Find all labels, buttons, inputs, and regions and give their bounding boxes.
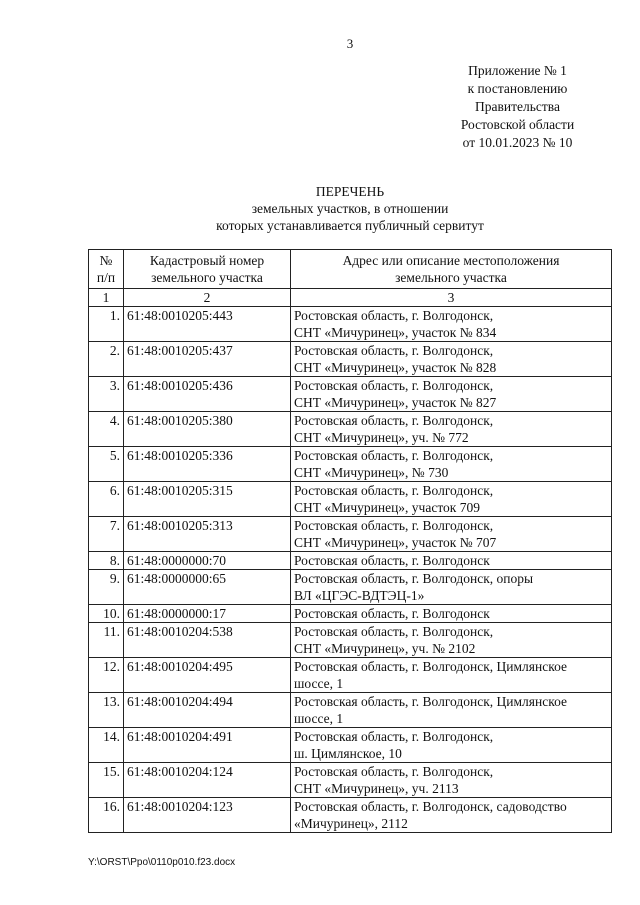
row-number: 1. <box>89 307 124 342</box>
cadastral-number: 61:48:0010205:436 <box>124 377 291 412</box>
header-text: п/п <box>96 270 116 285</box>
address-cell <box>291 623 612 658</box>
appendix-line: к постановлению <box>467 81 568 96</box>
table-row <box>89 763 612 798</box>
row-number: 15. <box>89 763 124 798</box>
header-text: Адрес или описание местоположения <box>342 253 560 268</box>
column-number-row <box>89 289 612 307</box>
address-line: СНТ «Мичуринец», уч. № 2102 <box>294 641 476 656</box>
address-line: ш. Цимлянское, 10 <box>294 746 402 761</box>
cadastral-number: 61:48:0000000:70 <box>124 552 291 570</box>
address-cell <box>291 377 612 412</box>
table-row <box>89 693 612 728</box>
column-number: 1 <box>89 289 124 307</box>
address-line: Ростовская область, г. Волгодонск, <box>294 308 494 323</box>
column-number: 2 <box>124 289 291 307</box>
table-row <box>89 728 612 763</box>
address-line: Ростовская область, г. Волгодонск, опоры <box>294 571 534 586</box>
address-cell <box>291 517 612 552</box>
table-row <box>89 623 612 658</box>
file-path-footer: Y:\ORST\Ppo\0110p010.f23.docx <box>88 857 236 868</box>
row-number: 5. <box>89 447 124 482</box>
cadastral-number: 61:48:0010204:491 <box>124 728 291 763</box>
address-line: Ростовская область, г. Волгодонск, <box>294 413 494 428</box>
heading-subtitle: которых устанавливается публичный сервитут <box>216 218 484 233</box>
appendix-block <box>430 62 605 152</box>
address-line: Ростовская область, г. Волгодонск, Цимлянское <box>294 659 567 674</box>
table-row <box>89 482 612 517</box>
land-plots-table <box>88 249 612 833</box>
row-number: 2. <box>89 342 124 377</box>
row-number: 11. <box>89 623 124 658</box>
cadastral-number: 61:48:0000000:65 <box>124 570 291 605</box>
row-number: 7. <box>89 517 124 552</box>
address-line: Ростовская область, г. Волгодонск, <box>294 343 494 358</box>
table-row <box>89 412 612 447</box>
appendix-line: Ростовской области <box>460 117 575 132</box>
address-line: Ростовская область, г. Волгодонск, <box>294 624 494 639</box>
address-cell <box>291 307 612 342</box>
address-cell <box>291 482 612 517</box>
header-text: земельного участка <box>395 270 507 285</box>
address-line: Ростовская область, г. Волгодонск, Цимлянское <box>294 694 567 709</box>
table-row <box>89 798 612 833</box>
appendix-line: от 10.01.2023 № 10 <box>462 135 573 150</box>
row-number: 10. <box>89 605 124 623</box>
cadastral-number: 61:48:0010205:437 <box>124 342 291 377</box>
address-line: Ростовская область, г. Волгодонск, <box>294 448 494 463</box>
address-cell <box>291 605 612 623</box>
cadastral-number: 61:48:0010205:380 <box>124 412 291 447</box>
address-line: СНТ «Мичуринец», уч. 2113 <box>294 781 459 796</box>
cadastral-number: 61:48:0010205:443 <box>124 307 291 342</box>
header-cadastral <box>124 250 291 289</box>
table-row <box>89 605 612 623</box>
row-number: 4. <box>89 412 124 447</box>
address-cell <box>291 728 612 763</box>
address-line: Ростовская область, г. Волгодонск, <box>294 764 494 779</box>
table-row <box>89 377 612 412</box>
address-line: Ростовская область, г. Волгодонск <box>294 553 490 568</box>
address-cell <box>291 570 612 605</box>
address-line: шоссе, 1 <box>294 711 344 726</box>
row-number: 9. <box>89 570 124 605</box>
appendix-line: Правительства <box>475 99 560 114</box>
table-header-row <box>89 250 612 289</box>
heading-title: ПЕРЕЧЕНЬ <box>315 184 385 199</box>
row-number: 6. <box>89 482 124 517</box>
address-line: «Мичуринец», 2112 <box>294 816 408 831</box>
address-line: СНТ «Мичуринец», участок № 707 <box>294 535 497 550</box>
header-text: Кадастровый номер <box>149 253 265 268</box>
address-line: Ростовская область, г. Волгодонск, садоводство <box>294 799 567 814</box>
address-line: Ростовская область, г. Волгодонск, <box>294 378 494 393</box>
address-cell <box>291 552 612 570</box>
address-line: Ростовская область, г. Волгодонск <box>294 606 490 621</box>
row-number: 8. <box>89 552 124 570</box>
address-line: СНТ «Мичуринец», уч. № 772 <box>294 430 469 445</box>
table-row <box>89 342 612 377</box>
cadastral-number: 61:48:0010205:336 <box>124 447 291 482</box>
row-number: 14. <box>89 728 124 763</box>
cadastral-number: 61:48:0010204:494 <box>124 693 291 728</box>
table-row <box>89 570 612 605</box>
address-line: СНТ «Мичуринец», № 730 <box>294 465 449 480</box>
address-line: СНТ «Мичуринец», участок 709 <box>294 500 480 515</box>
address-cell <box>291 798 612 833</box>
address-line: СНТ «Мичуринец», участок № 828 <box>294 360 497 375</box>
cadastral-number: 61:48:0010204:538 <box>124 623 291 658</box>
table-row <box>89 447 612 482</box>
address-line: шоссе, 1 <box>294 676 344 691</box>
row-number: 13. <box>89 693 124 728</box>
table-row <box>89 307 612 342</box>
row-number: 12. <box>89 658 124 693</box>
address-cell <box>291 763 612 798</box>
table-row <box>89 552 612 570</box>
cadastral-number: 61:48:0010204:124 <box>124 763 291 798</box>
address-line: СНТ «Мичуринец», участок № 834 <box>294 325 497 340</box>
header-number <box>89 250 124 289</box>
address-cell <box>291 447 612 482</box>
cadastral-number: 61:48:0010205:315 <box>124 482 291 517</box>
address-line: Ростовская область, г. Волгодонск, <box>294 483 494 498</box>
row-number: 3. <box>89 377 124 412</box>
row-number: 16. <box>89 798 124 833</box>
address-line: СНТ «Мичуринец», участок № 827 <box>294 395 497 410</box>
heading-subtitle: земельных участков, в отношении <box>251 201 449 216</box>
cadastral-number: 61:48:0010204:123 <box>124 798 291 833</box>
table-row <box>89 658 612 693</box>
address-line: Ростовская область, г. Волгодонск, <box>294 518 494 533</box>
address-cell <box>291 412 612 447</box>
header-address <box>291 250 612 289</box>
cadastral-number: 61:48:0010204:495 <box>124 658 291 693</box>
header-text: земельного участка <box>151 270 263 285</box>
page-number: 3 <box>346 36 354 51</box>
address-line: Ростовская область, г. Волгодонск, <box>294 729 494 744</box>
header-text: № <box>99 253 113 268</box>
cadastral-number: 61:48:0000000:17 <box>124 605 291 623</box>
cadastral-number: 61:48:0010205:313 <box>124 517 291 552</box>
address-cell <box>291 693 612 728</box>
document-heading <box>180 183 520 234</box>
appendix-line: Приложение № 1 <box>468 63 567 78</box>
table-row <box>89 517 612 552</box>
column-number: 3 <box>291 289 612 307</box>
address-cell <box>291 342 612 377</box>
address-cell <box>291 658 612 693</box>
address-line: ВЛ «ЦГЭС-ВДТЭЦ-1» <box>294 588 425 603</box>
